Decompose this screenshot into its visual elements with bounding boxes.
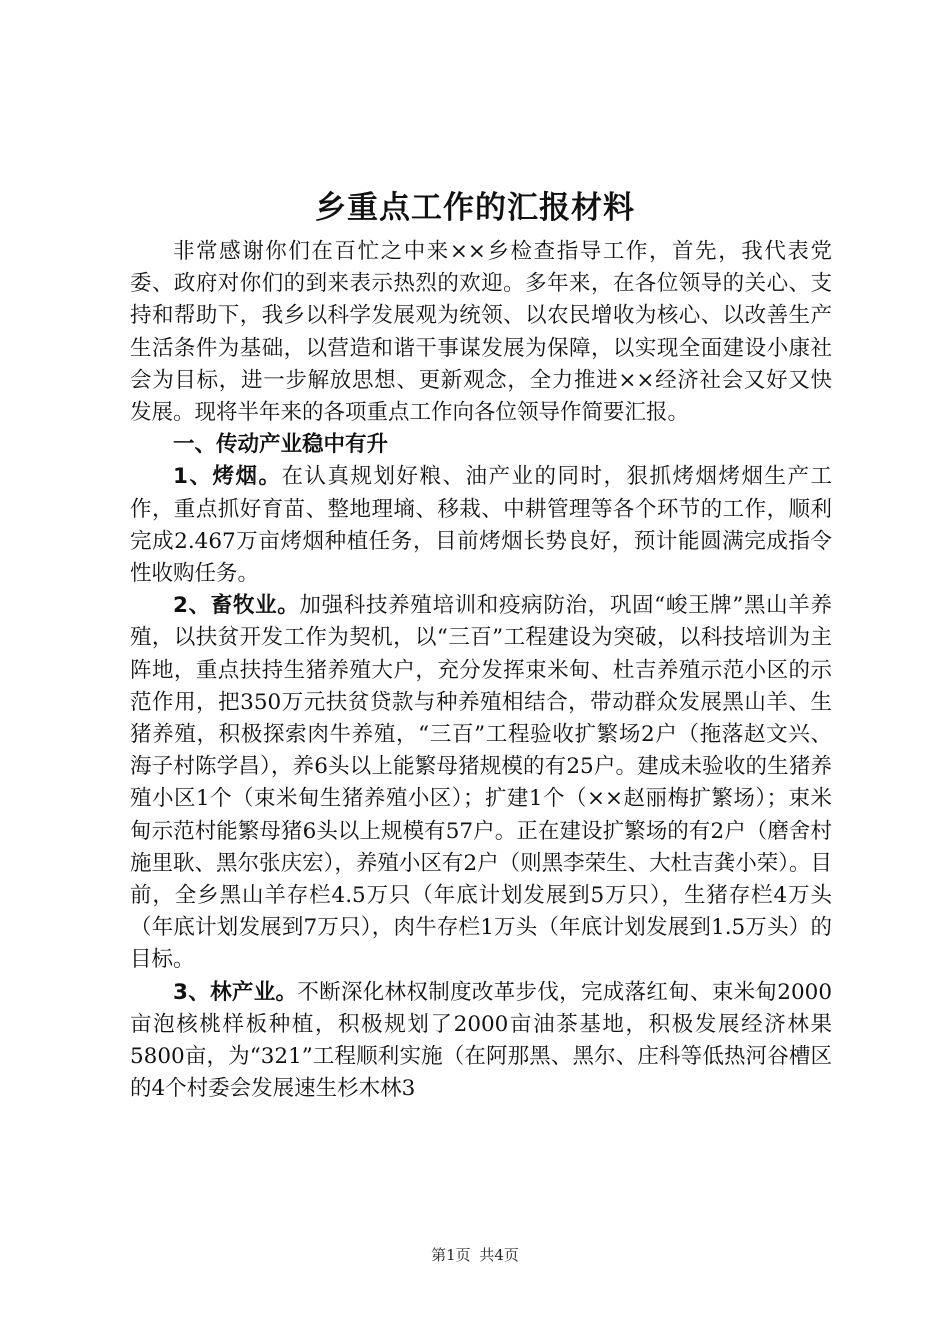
document-body <box>130 236 832 1105</box>
item-heading-tobacco: 1、烤烟。 <box>173 464 282 490</box>
page-number: 第1页 <box>431 1246 471 1264</box>
document-title: 乡重点工作的汇报材料 <box>315 190 635 226</box>
page-footer <box>0 1245 950 1265</box>
item-text-livestock: 加强科技养殖培训和疫病防治，巩固“峻王牌”黑山羊养殖，以扶贫开发工作为契机，以“三百”工程建设为突破，以科技培训为主阵地，重点扶持生猪养殖大户，充分发挥束米甸、杜吉养殖示范小区的示范作用，把350万元扶贫贷款与种养殖相结合，带动群众发展黑山羊、生猪养殖，积极探索肉牛养殖，“三百”工程验收扩繁场2户（拖落赵文兴、海子村陈学昌），养6头以上能繁母猪规模的有25户。建成未验收的生猪养殖小区1个（束米甸生猪养殖小区）；扩建1个（××赵丽梅扩繁场）；束米甸示范村能繁母猪6头以上规模有57户。正在建设扩繁场的有2户（磨舍村施里耿、黑尔张庆宏），养殖小区有2户（则黑李荣生、大杜吉龚小荣）。目前，全乡黑山羊存栏4.5万只（年底计划发展到5万只），生猪存栏4万头（年底计划发展到7万只），肉牛存栏1万头（年底计划发展到1.5万头）的目标。 <box>130 593 832 973</box>
item-paragraph-livestock <box>130 590 832 976</box>
intro-paragraph: 非常感谢你们在百忙之中来××乡检查指导工作，首先，我代表党委、政府对你们的到来表示热烈的欢迎。多年来，在各位领导的关心、支持和帮助下，我乡以科学发展观为统领、以农民增收为核心、以改善生产生活条件为基础，以营造和谐干事谋发展为保障，以实现全面建设小康社会为目标，进一步解放思想、更新观念，全力推进××经济社会又好又快发展。现将半年来的各项重点工作向各位领导作简要汇报。 <box>130 239 832 426</box>
item-heading-livestock: 2、畜牧业。 <box>173 593 300 619</box>
item-paragraph-tobacco <box>130 461 832 590</box>
item-text-forestry: 不断深化林权制度改革步伐，完成落红甸、束米甸2000亩泡核桃样板种植，积极规划了2000亩油茶基地，积极发展经济林果5800亩，为“321”工程顺利实施（在阿那黑、黑尔、庄科等低热河谷槽区的4个村委会发展速生杉木林3 <box>130 979 833 1102</box>
item-heading-forestry: 3、林产业。 <box>173 979 298 1005</box>
section-heading-1: 一、传动产业稳中有升 <box>173 432 389 458</box>
page-total: 共4页 <box>479 1246 519 1264</box>
item-text-tobacco: 在认真规划好粮、油产业的同时，狠抓烤烟烤烟生产工作，重点抓好育苗、整地理墒、移栽、中耕管理等各个环节的工作，顺利完成2.467万亩烤烟种植任务，目前烤烟长势良好，预计能圆满完成指令性收购任务。 <box>130 464 832 587</box>
item-paragraph-forestry <box>130 977 832 1106</box>
